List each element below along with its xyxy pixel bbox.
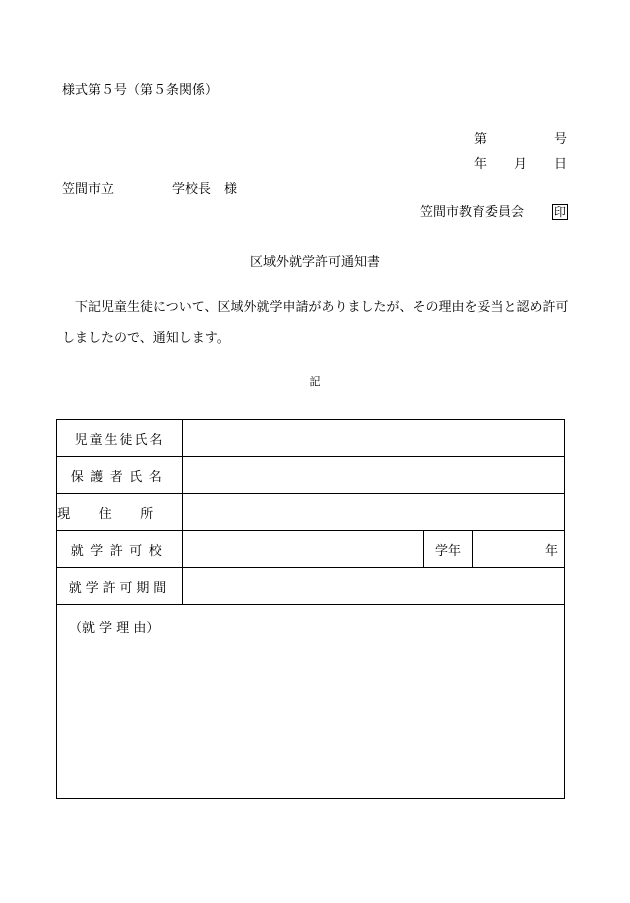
date-year: 年 — [474, 157, 488, 172]
grade-unit: 年 — [545, 543, 559, 559]
table-row — [57, 494, 565, 531]
ki-label: 記 — [309, 375, 321, 388]
address-label: 現住所 — [57, 494, 183, 531]
table-row — [57, 531, 565, 568]
table-row — [57, 457, 565, 494]
grade-label: 学年 — [424, 531, 473, 568]
addressee-city: 笠間市立 — [62, 182, 115, 197]
number-go: 号 — [554, 132, 568, 147]
student-name-field[interactable] — [183, 420, 565, 457]
sender-name: 笠間市教育委員会 — [420, 205, 525, 220]
body-text: 下記児童生徒について、区域外就学申請がありましたが、その理由を妥当と認め許可しましたので、通知します。 — [62, 300, 569, 346]
table-row — [57, 568, 565, 605]
period-label: 就学許可期間 — [57, 568, 183, 605]
date-month: 月 — [514, 157, 528, 172]
period-field[interactable] — [183, 568, 565, 605]
addressee-principal: 学校長 様 — [172, 182, 238, 197]
table-row — [57, 420, 565, 457]
info-table — [56, 419, 565, 799]
table-row — [57, 605, 565, 799]
seal-mark: 印 — [554, 205, 567, 219]
school-label: 就学許可校 — [57, 531, 183, 568]
grade-field[interactable] — [473, 531, 565, 568]
guardian-name-field[interactable] — [183, 457, 565, 494]
school-field[interactable] — [183, 531, 424, 568]
reason-field[interactable] — [57, 605, 565, 799]
number-dai: 第 — [474, 132, 488, 147]
date-day: 日 — [554, 157, 568, 172]
reason-label: （就 学 理 由） — [69, 621, 160, 636]
student-name-label: 児童生徒氏名 — [57, 420, 183, 457]
document-title: 区域外就学許可通知書 — [249, 255, 380, 270]
form-number: 様式第５号（第５条関係） — [62, 83, 219, 98]
address-field[interactable] — [183, 494, 565, 531]
guardian-name-label: 保護者氏名 — [57, 457, 183, 494]
